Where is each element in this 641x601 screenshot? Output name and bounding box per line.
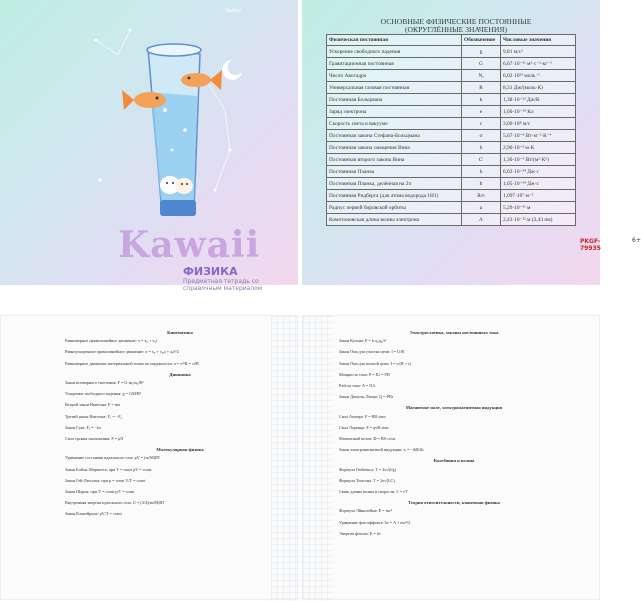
- constant-symbol: R∞: [462, 190, 501, 202]
- table-row: [327, 46, 576, 58]
- table-header-row: [327, 35, 576, 46]
- brand-logo: Hatber: [225, 8, 243, 14]
- constant-symbol: e: [462, 106, 501, 118]
- table-row: [327, 58, 576, 70]
- formula-line: Уравнение фотоэффекта: hν = A + mv²/2: [339, 519, 411, 525]
- formula-line: Закон Гука: Fₓ = −kx: [65, 424, 102, 430]
- formula-line: Равномерное прямолинейное движение: x = x₀ + vₓt: [65, 338, 157, 344]
- constants-title: [326, 18, 586, 34]
- formula-line: Закон всемирного тяготения: F = G·m₁m₂/R²: [65, 380, 144, 386]
- formula-line: Закон Шарля: при V = const p/T = const: [65, 489, 135, 495]
- constants-table: [326, 34, 576, 226]
- formula-line: Сила трения скольжения: F = μN: [65, 436, 124, 442]
- section-title: Молекулярная физика: [156, 447, 204, 453]
- formula-line: Закон Клапейрона: pV/T = const: [65, 511, 122, 517]
- constant-value: 1,05·10⁻³⁴ Дж·с: [501, 178, 576, 190]
- formula-line: Закон Джоуля–Ленца: Q = I²Rt: [339, 394, 394, 400]
- formula-line: Закон Кулона: F = k·q₁q₂/r²: [339, 338, 387, 344]
- constant-value: 1,60·10⁻¹⁹ Кл: [501, 106, 576, 118]
- constant-symbol: R: [462, 82, 501, 94]
- subject-title: ФИЗИКА: [183, 265, 238, 278]
- constant-symbol: Λ: [462, 214, 501, 226]
- section-title: Кинематика: [167, 330, 193, 335]
- formula-line: Закон Гей-Люссака: при p = const V/T = const: [65, 477, 146, 483]
- formula-line: Уравнение состояния идеального газа: pV = (m/M)RT: [65, 455, 161, 461]
- column-header: Числовые значения: [501, 35, 576, 46]
- formula-line: Закон Бойля–Мариотта: при T = const pV = const: [65, 466, 152, 472]
- section-title: Магнитное поле, электромагнитная индукция: [405, 405, 503, 411]
- column-header: Обозначение: [462, 35, 501, 46]
- table-row: [327, 214, 576, 226]
- formula-line: Внутренняя энергия идеального газа: U = (3/2)(m/M)RT: [65, 500, 165, 506]
- constant-value: 3,00·10⁸ м/с: [501, 118, 576, 130]
- reference-content-right: [339, 324, 569, 542]
- table-row: [327, 130, 576, 142]
- formula-line: Мощность тока: P = IU = I²R: [339, 371, 390, 377]
- formula-line: Третий закон Ньютона: F₁ = −F₂: [65, 413, 123, 419]
- constant-name: Постоянная Планка: [327, 166, 462, 178]
- constant-symbol: h: [462, 166, 501, 178]
- constant-symbol: a: [462, 202, 501, 214]
- formula-line: Равномерное движение материальной точки по окружности: a = v²/R = ω²R: [65, 360, 199, 366]
- age-badge: 6+: [632, 237, 641, 244]
- constant-symbol: ħ: [462, 178, 501, 190]
- formula-line: Закон Ома для участка цепи: I = U/R: [339, 349, 405, 355]
- formula-line: Связь длины волны и скорости: λ = vT: [339, 489, 408, 495]
- constant-name: Постоянная закона смещения Вина: [327, 142, 462, 154]
- constant-value: 2,90·10⁻³ м·К: [501, 142, 576, 154]
- grid-margin: [303, 316, 333, 601]
- constant-name: Радиус первой боровской орбиты: [327, 202, 462, 214]
- constant-name: Число Авогадро: [327, 70, 462, 82]
- moon-icon: [222, 60, 242, 80]
- constant-value: 1,30·10⁻⁵ Вт/(м³·К⁵): [501, 154, 576, 166]
- table-row: [327, 70, 576, 82]
- constant-value: 6,63·10⁻³⁴ Дж·с: [501, 166, 576, 178]
- formula-line: Формула Томсона: T = 2π√(LC): [339, 477, 395, 483]
- formula-line: Закон электромагнитной индукции: εᵢ = −ΔΦ/Δt: [339, 447, 424, 453]
- formula-line: Сила Ампера: F = IBl·sinα: [339, 413, 386, 419]
- table-row: [327, 82, 576, 94]
- constants-title-line1: ОСНОВНЫЕ ФИЗИЧЕСКИЕ ПОСТОЯННЫЕ: [380, 17, 532, 26]
- constant-name: Комптоновская длина волны электрона: [327, 214, 462, 226]
- column-header: Физическая постоянная: [327, 35, 462, 46]
- constant-value: 6,02·10²³ моль⁻¹: [501, 70, 576, 82]
- constant-value: 5,29·10⁻¹¹ м: [501, 202, 576, 214]
- constant-value: 6,67·10⁻¹¹ м³·с⁻²·кг⁻¹: [501, 58, 576, 70]
- formula-line: Работа тока: A = IUt: [339, 383, 375, 389]
- back-cover: [302, 0, 641, 285]
- cover-subtitle: Предметная тетрадь со справочным материалом: [183, 278, 263, 292]
- constant-name: Гравитационная постоянная: [327, 58, 462, 70]
- cover-title: Kawaii: [118, 224, 261, 266]
- formula-line: Формула Гюйгенса: T = 2π√(l/g): [339, 466, 396, 472]
- constant-symbol: G: [462, 58, 501, 70]
- table-row: [327, 190, 576, 202]
- table-row: [327, 142, 576, 154]
- formula-line: Закон Ома для полной цепи: I = ε/(R + r): [339, 360, 411, 366]
- constant-name: Скорость света в вакууме: [327, 118, 462, 130]
- constant-name: Ускорение свободного падения: [327, 46, 462, 58]
- constant-value: 9,81 м/с²: [501, 46, 576, 58]
- article-number: PKGF-79935: [580, 238, 601, 252]
- formula-line: Формула Эйнштейна: E = mc²: [339, 508, 393, 514]
- constant-value: 1,097·10⁷ м⁻¹: [501, 190, 576, 202]
- formula-line: Ускорение свободного падения: g = GM/R²: [65, 391, 142, 397]
- inner-page-right: [302, 315, 600, 600]
- inner-page-left: [0, 315, 298, 600]
- constant-name: Постоянная Планка, делённая на 2π: [327, 178, 462, 190]
- constant-symbol: b: [462, 142, 501, 154]
- constant-symbol: σ: [462, 130, 501, 142]
- constant-value: 8,31 Дж/(моль·К): [501, 82, 576, 94]
- constant-symbol: C': [462, 154, 501, 166]
- front-cover: [0, 0, 298, 292]
- cover-illustration: [0, 0, 298, 240]
- section-title: Теория относительности, квантовая физика: [408, 500, 500, 506]
- formula-line: Энергия фотона: E = hν: [339, 530, 381, 536]
- section-title: Колебания и волны: [433, 458, 475, 464]
- constant-name: Постоянная Ридберга (для атома водорода 1H1): [327, 190, 462, 202]
- table-row: [327, 166, 576, 178]
- section-title: Динамика: [169, 371, 191, 377]
- constant-name: Постоянная Больцмана: [327, 94, 462, 106]
- constant-symbol: g: [462, 46, 501, 58]
- table-row: [327, 154, 576, 166]
- constant-name: Постоянная второго закона Вина: [327, 154, 462, 166]
- constant-name: Универсальная газовая постоянная: [327, 82, 462, 94]
- constants-title-line2: (ОКРУГЛЁННЫЕ ЗНАЧЕНИЯ): [405, 25, 507, 34]
- table-row: [327, 94, 576, 106]
- section-title: Электростатика, законы постоянного тока: [409, 330, 499, 335]
- constant-name: Заряд электрона: [327, 106, 462, 118]
- reference-content-left: [65, 324, 295, 523]
- constant-value: 2,43·10⁻¹² м (2,43 пм): [501, 214, 576, 226]
- constant-symbol: c: [462, 118, 501, 130]
- constant-symbol: Nₐ: [462, 70, 501, 82]
- table-row: [327, 178, 576, 190]
- formula-line: Второй закон Ньютона: F = ma: [65, 402, 120, 408]
- formula-line: Магнитный поток: Φ = BS·cosα: [339, 436, 396, 442]
- constant-value: 5,67·10⁻⁸ Вт·м⁻²·К⁻⁴: [501, 130, 576, 142]
- table-row: [327, 118, 576, 130]
- constant-symbol: k: [462, 94, 501, 106]
- constant-value: 1,38·10⁻²³ Дж/К: [501, 94, 576, 106]
- table-row: [327, 202, 576, 214]
- constant-name: Постоянная закона Стефана-Больцмана: [327, 130, 462, 142]
- formula-line: Равноускоренное прямолинейное движение: x = x₀ + v₀ₓt + aₓt²/2: [65, 349, 179, 355]
- formula-line: Сила Лоренца: F = qvB·sinα: [339, 424, 389, 430]
- table-row: [327, 106, 576, 118]
